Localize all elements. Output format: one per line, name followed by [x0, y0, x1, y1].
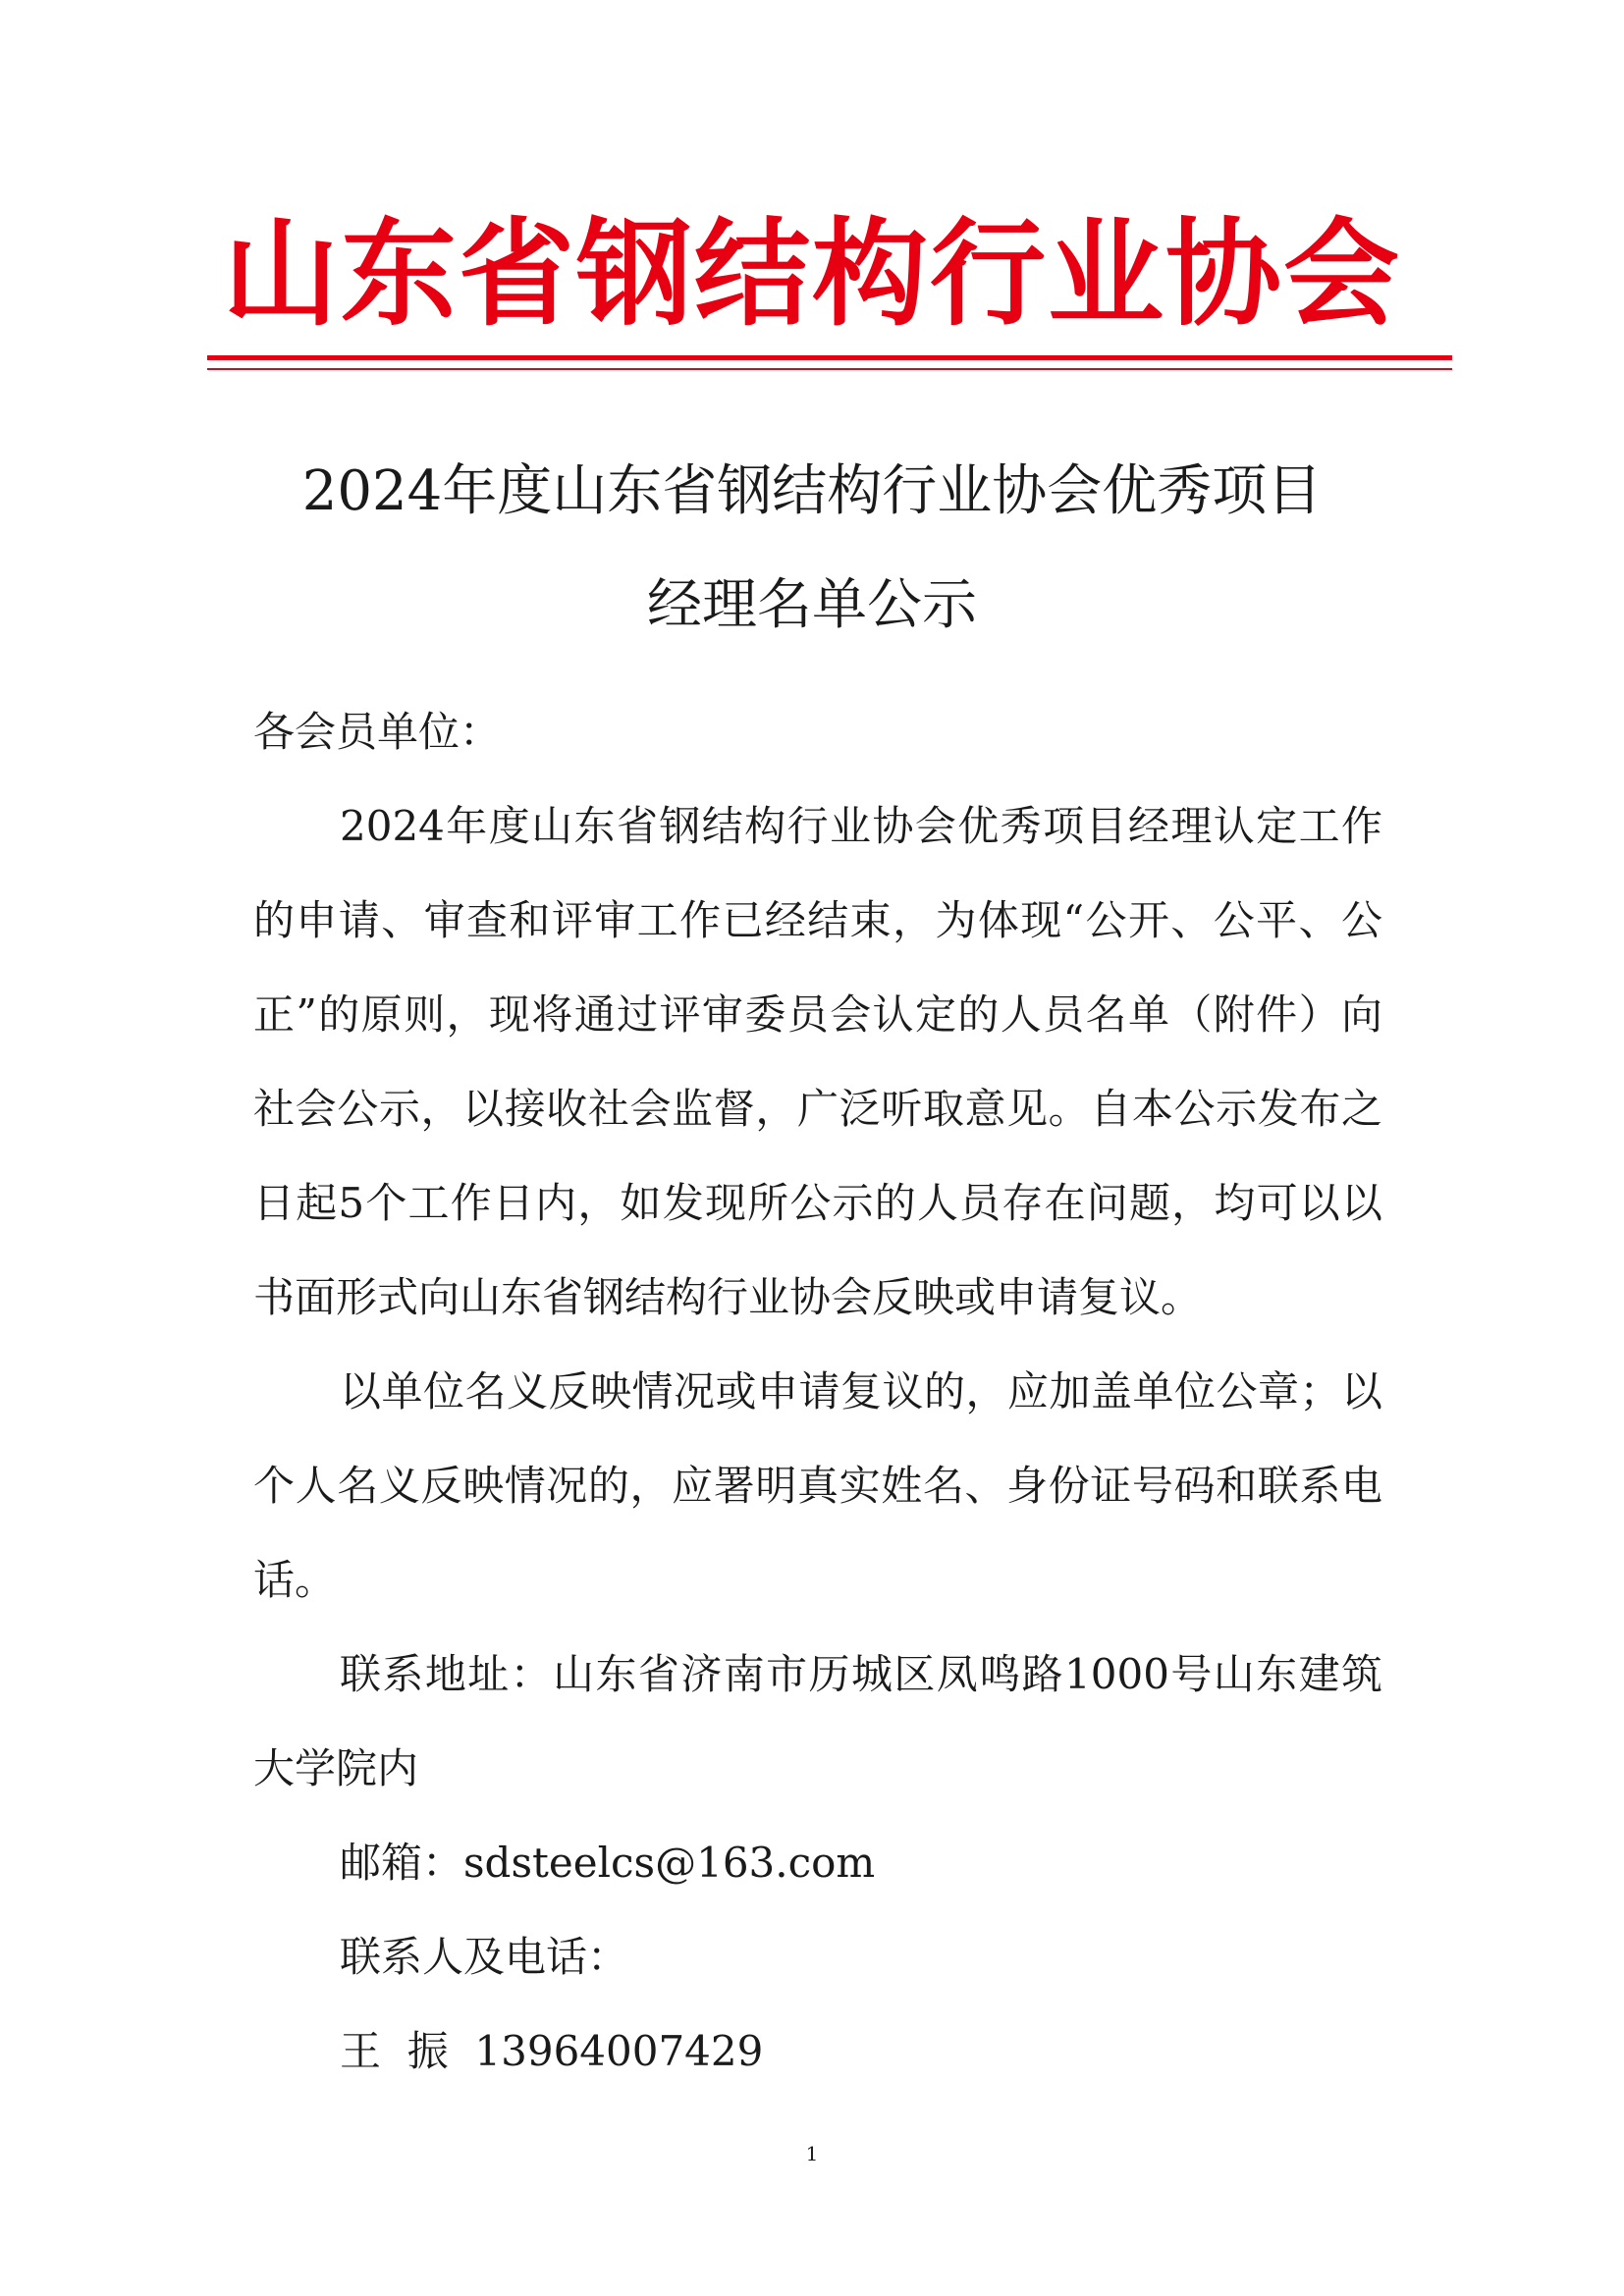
document-body — [253, 685, 1382, 2099]
body-paragraph-announcement: 2024年度山东省钢结构行业协会优秀项目经理认定工作的申请、审查和评审工作已经结束，为体现“公开、公平、公正”的原则，现将通过评审委员会认定的人员名单（附件）向社会公示，以接收社会监督，广泛听取意见。自本公示发布之日起5个工作日内，如发现所公示的人员存在问题，均可以以书面形式向山东省钢结构行业协会反映或申请复议。 — [253, 802, 1382, 1321]
contact-person-phone: 王 振 13964007429 — [340, 2027, 764, 2075]
letterhead-thin-rule — [207, 368, 1452, 370]
document-title-line-1: 2024年度山东省钢结构行业协会优秀项目 — [301, 459, 1323, 523]
contact-heading: 联系人及电话： — [340, 1933, 629, 1981]
contact-email: 邮箱：sdsteelcs@163.com — [340, 1839, 876, 1887]
body-paragraph-contact-address: 联系地址：山东省济南市历城区凤鸣路1000号山东建筑大学院内 — [253, 1650, 1382, 1792]
body-paragraph-feedback-rules: 以单位名义反映情况或申请复议的，应加盖单位公章；以个人名义反映情况的，应署明真实姓名、身份证号码和联系电话。 — [253, 1367, 1382, 1604]
letterhead-organization-name: 山东省钢结构行业协会 — [222, 206, 1401, 342]
salutation: 各会员单位： — [253, 708, 502, 756]
letterhead-thick-rule — [207, 355, 1452, 360]
document-title-line-2: 经理名单公示 — [647, 573, 977, 637]
page-number: 1 — [805, 2142, 819, 2165]
